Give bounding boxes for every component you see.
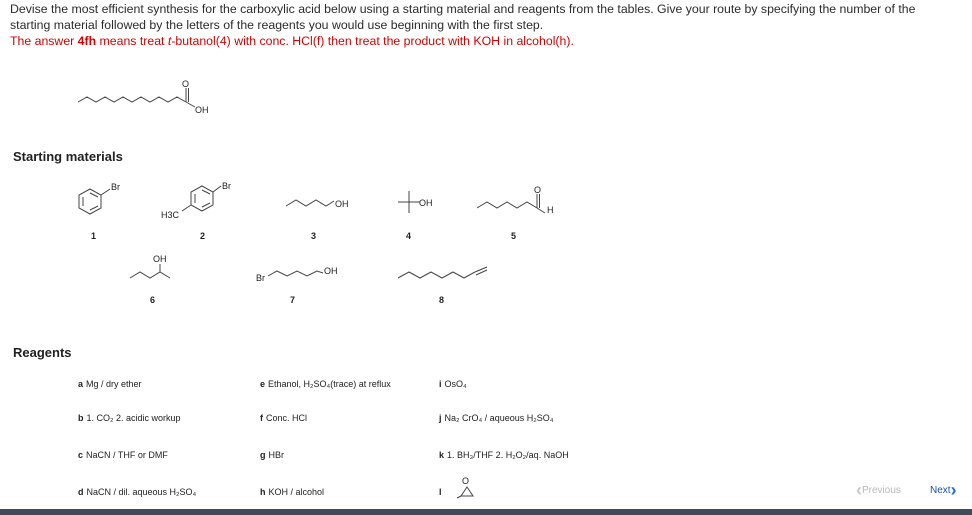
reagent-e[interactable]: e Ethanol, H₂SO₄(trace) at reflux: [260, 379, 391, 389]
svg-text:OH: OH: [419, 198, 433, 208]
reagent-c[interactable]: c NaCN / THF or DMF: [78, 450, 168, 460]
target-carboxylic-acid-structure: [78, 80, 218, 120]
starting-material-1-structure[interactable]: [76, 180, 126, 220]
svg-text:Br: Br: [256, 273, 265, 283]
starting-material-2-structure[interactable]: [160, 180, 240, 225]
reagent-f[interactable]: f Conc. HCl: [260, 413, 308, 423]
starting-material-7-structure[interactable]: [256, 262, 346, 292]
starting-material-2-number: 2: [200, 231, 206, 241]
chevron-right-icon: ›: [950, 480, 957, 500]
reagent-a[interactable]: a Mg / dry ether: [78, 379, 142, 389]
instruction-line-1: Devise the most efficient synthesis for the carboxylic acid below using a starting material and reagents from the tables. Give your route by specifying the number of the: [10, 2, 916, 16]
reagent-j[interactable]: j Na₂ CrO₄ / aqueous H₂SO₄: [439, 413, 554, 423]
reagent-g[interactable]: g HBr: [260, 450, 284, 460]
svg-text:O: O: [182, 79, 190, 89]
starting-material-8-structure[interactable]: [398, 264, 493, 289]
svg-text:O: O: [462, 476, 470, 486]
starting-material-3-structure[interactable]: [286, 190, 356, 215]
reagent-i[interactable]: i OsO₄: [439, 379, 467, 389]
starting-material-5-number: 5: [511, 231, 517, 241]
svg-text:H3C: H3C: [161, 210, 180, 220]
svg-text:Br: Br: [222, 181, 231, 191]
svg-text:OH: OH: [324, 266, 338, 276]
next-button[interactable]: Next›: [930, 480, 957, 500]
reagents-title: Reagents: [13, 345, 72, 360]
starting-material-3-number: 3: [311, 231, 317, 241]
question-instructions: [10, 1, 960, 49]
svg-text:OH: OH: [335, 199, 349, 209]
bottom-bar: [0, 509, 972, 515]
chevron-left-icon: ‹: [856, 480, 862, 500]
svg-text:Br: Br: [111, 182, 120, 192]
target-oh-label: OH: [195, 105, 209, 115]
starting-material-4-structure[interactable]: [396, 188, 446, 218]
starting-material-4-number: 4: [406, 231, 412, 241]
starting-materials-title: Starting materials: [13, 149, 123, 164]
reagent-d[interactable]: d NaCN / dil. aqueous H₂SO₄: [78, 487, 197, 497]
reagent-l-epoxide-icon: [456, 476, 478, 500]
instruction-line-2: starting material followed by the letters of the reagents you would use beginning with the first step.: [10, 18, 544, 32]
svg-text:O: O: [534, 185, 542, 195]
starting-material-7-number: 7: [290, 295, 296, 305]
starting-material-6-number: 6: [150, 295, 156, 305]
starting-material-1-number: 1: [91, 231, 97, 241]
example-answer: The answer 4fh means treat t-butanol(4) with conc. HCl(f) then treat the product with KOH in alcohol(h).: [10, 34, 574, 48]
starting-material-6-structure[interactable]: [128, 252, 188, 287]
reagent-h[interactable]: h KOH / alcohol: [260, 487, 325, 497]
reagent-b[interactable]: b 1. CO₂ 2. acidic workup: [78, 413, 181, 423]
reagent-k[interactable]: k 1. BH₃/THF 2. H₂O₂/aq. NaOH: [439, 450, 569, 460]
previous-button[interactable]: ‹Previous: [856, 480, 901, 500]
svg-text:H: H: [547, 205, 554, 215]
starting-material-8-number: 8: [439, 295, 445, 305]
svg-text:OH: OH: [153, 254, 167, 264]
reagent-l[interactable]: l: [439, 487, 442, 497]
starting-material-5-structure[interactable]: [477, 180, 567, 215]
